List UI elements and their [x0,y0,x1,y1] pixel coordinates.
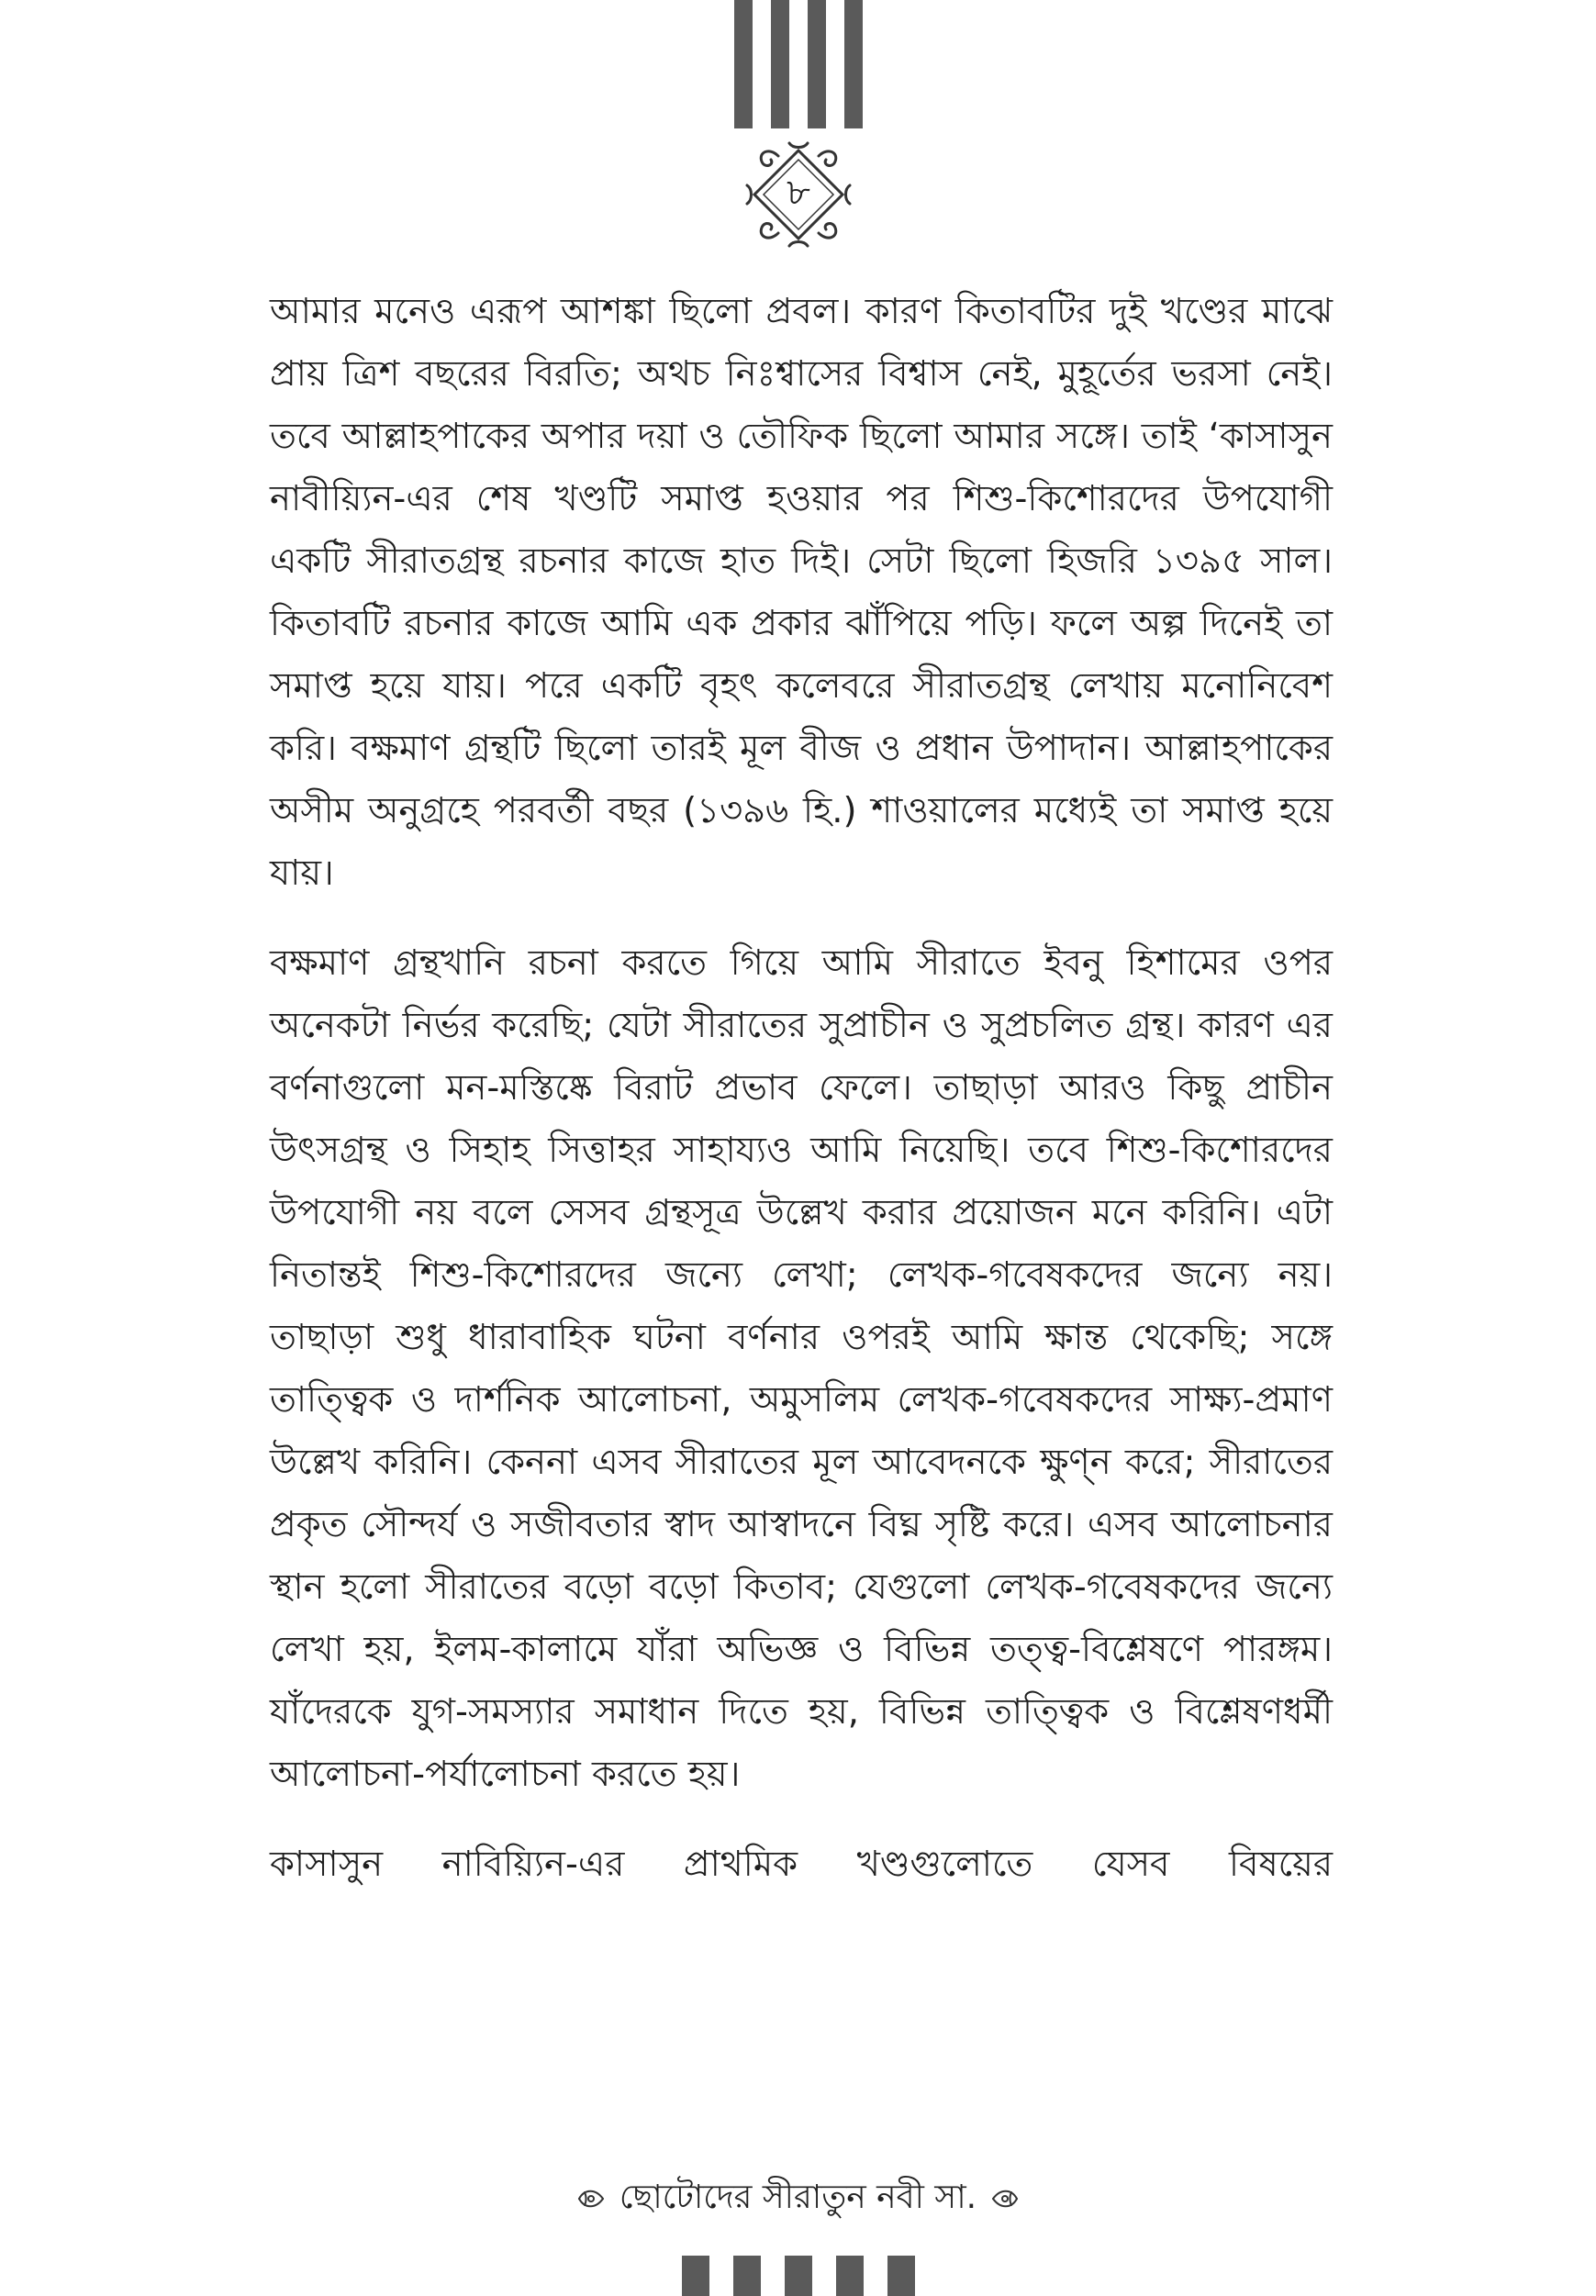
paragraph: বক্ষমাণ গ্রন্থখানি রচনা করতে গিয়ে আমি সীরাতে ইবনু হিশামের ওপর অনেকটা নির্ভর করেছি; যেটা সীরাতের সুপ্রাচীন ও সুপ্রচলিত গ্রন্থ। কারণ এর বর্ণনাগুলো মন-মস্তিষ্কে বিরাট প্রভাব ফেলে। তাছাড়া আরও কিছু প্রাচীন উৎসগ্রন্থ ও সিহাহ সিত্তাহর সাহায্যও আমি নিয়েছি। তবে শিশু-কিশোরদের উপযোগী নয় বলে সেসব গ্রন্থসূত্র উল্লেখ করার প্রয়োজন মনে করিনি। এটা নিতান্তই শিশু-কিশোরদের জন্যে লেখা; লেখক-গবেষকদের জন্যে নয়। তাছাড়া শুধু ধারাবাহিক ঘটনা বর্ণনার ওপরই আমি ক্ষান্ত থেকেছি; সঙ্গে তাত্ত্বিক ও দার্শনিক আলোচনা, অমুসলিম লেখক-গবেষকদের সাক্ষ্য-প্রমাণ উল্লেখ করিনি। কেননা এসব সীরাতের মূল আবেদনকে ক্ষুণ্ন করে; সীরাতের প্রকৃত সৌন্দর্য ও সজীবতার স্বাদ আস্বাদনে বিঘ্ন সৃষ্টি করে। এসব আলোচনার স্থান হলো সীরাতের বড়ো বড়ো কিতাব; যেগুলো লেখক-গবেষকদের জন্যে লেখা হয়, ইলম-কালামে যাঁরা অভিজ্ঞ ও বিভিন্ন তত্ত্ব-বিশ্লেষণে পারঙ্গম। যাঁদেরকে যুগ-সমস্যার সমাধান দিতে হয়, বিভিন্ন তাত্ত্বিক ও বিশ্লেষণধর্মী আলোচনা-পর্যালোচনা করতে হয়। [270,942,1333,1795]
top-stripe-decoration [734,0,863,128]
stripe [771,0,789,128]
paragraph: আমার মনেও এরূপ আশঙ্কা ছিলো প্রবল। কারণ কিতাবটির দুই খণ্ডের মাঝে প্রায় ত্রিশ বছরের বিরতি; অথচ নিঃশ্বাসের বিশ্বাস নেই, মুহূর্তের ভরসা নেই। তবে আল্লাহপাকের অপার দয়া ও তৌফিক ছিলো আমার সঙ্গে। তাই ‘কাসাসুন নাবীয়্যিন-এর শেষ খণ্ডটি সমাপ্ত হওয়ার পর শিশু-কিশোরদের উপযোগী একটি সীরাতগ্রন্থ রচনার কাজে হাত দিই। সেটা ছিলো হিজরি ১৩৯৫ সাল। কিতাবটি রচনার কাজে আমি এক প্রকার ঝাঁপিয়ে পড়ি। ফলে অল্প দিনেই তা সমাপ্ত হয়ে যায়। পরে একটি বৃহৎ কলেবরে সীরাতগ্রন্থ লেখায় মনোনিবেশ করি। বক্ষমাণ গ্রন্থটি ছিলো তারই মূল বীজ ও প্রধান উপাদান। আল্লাহপাকের অসীম অনুগ্রহে পরবর্তী বছর (১৩৯৬ হি.) শাওয়ালের মধ্যেই তা সমাপ্ত হয়ে যায়। [270,291,1333,894]
stripe [734,0,753,128]
stripe [808,0,826,128]
block [682,2256,709,2296]
block [836,2256,864,2296]
block [887,2256,915,2296]
stripe [844,0,863,128]
paragraph: কাসাসুন নাবিয়্যিন-এর প্রাথমিক খণ্ডগুলোতে যেসব বিষয়ের [270,1844,1333,1885]
fleuron-icon [575,2183,607,2214]
block [733,2256,761,2296]
body-text [270,281,1333,1923]
footer-title: ছোটোদের সীরাতুন নবী সা. [619,2179,977,2216]
fleuron-icon [989,2183,1021,2214]
page-number: ৮ [787,172,810,214]
running-footer [0,2175,1596,2221]
block [785,2256,812,2296]
page-number-badge [742,138,855,251]
bottom-block-decoration [682,2256,921,2296]
